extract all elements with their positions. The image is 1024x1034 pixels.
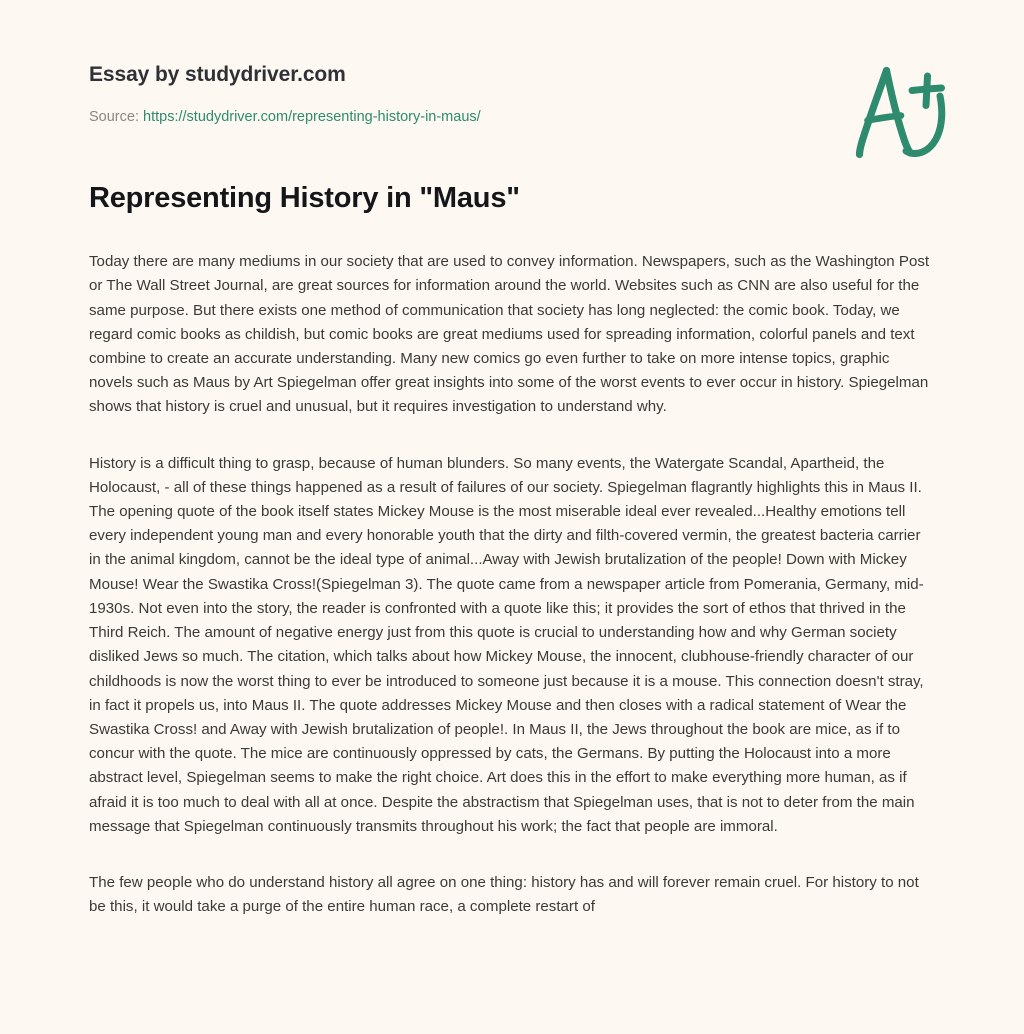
article-body [89,250,935,919]
article-paragraph: History is a difficult thing to grasp, because of human blunders. So many events, the Watergate Scandal, Apartheid, the Holocaust, - all of these things happened as a result of failures of our society. Spiegelman flagrantly highlights this in Maus II. The opening quote of the book itself states Mickey Mouse is the most miserable ideal ever revealed...Healthy emotions tell every independent young man and every honorable youth that the dirty and filth-covered vermin, the greatest bacteria carrier in the animal kingdom, cannot be the ideal type of animal...Away with Jewish brutalization of the people! Down with Mickey Mouse! Wear the Swastika Cross!(Spiegelman 3). The quote came from a newspaper article from Pomerania, Germany, mid-1930s. Not even into the story, the reader is confronted with a quote like this; it provides the sort of ethos that thrived in the Third Reich. The amount of negative energy just from this quote is crucial to understanding how and why German society disliked Jews so much. The citation, which talks about how Mickey Mouse, the innocent, clubhouse-friendly character of our childhoods is now the worst thing to ever be introduced to someone just because it is a mouse. This connection doesn't stray, in fact it propels us, into Maus II. The quote addresses Mickey Mouse and then closes with a radical statement of Wear the Swastika Cross! and Away with Jewish brutalization of people!. In Maus II, the Jews throughout the book are mice, as if to concur with the quote. The mice are continuously oppressed by cats, the Germans. By putting the Holocaust into a more abstract level, Spiegelman seems to make the right choice. Art does this in the effort to make everything more human, as if afraid it is too much to deal with all at once. Despite the abstractism that Spiegelman uses, that is not to deter from the main message that Spiegelman continuously transmits throughout his work; the fact that people are immoral. [89,454,924,835]
source-line [89,108,960,127]
a-plus-icon [842,58,962,166]
article [0,180,1024,919]
article-paragraph: The few people who do understand history all agree on one thing: history has and will forever remain cruel. For history to not be this, it would take a purge of the entire human race, a complete restart of [89,873,919,916]
source-url-link[interactable]: https://studydriver.com/representing-history-in-maus/ [143,109,481,126]
source-label: Source: [89,109,139,126]
essay-attribution: Essay by studydriver.com [89,63,346,86]
page-title: Representing History in "Maus" [89,182,520,214]
studydriver-a-plus-logo [842,58,962,166]
document-header [0,0,1024,180]
article-paragraph: Today there are many mediums in our society that are used to convey information. Newspapers, such as the Washington Post or The Wall Street Journal, are great sources for information around the world. Websites such as CNN are also useful for the same purpose. But there exists one method of communication that society has long neglected: the comic book. Today, we regard comic books as childish, but comic books are great mediums used for spreading information, colorful panels and text combine to create an accurate understanding. Many new comics go even further to take on more intense topics, graphic novels such as Maus by Art Spiegelman offer great insights into some of the worst events to ever occur in history. Spiegelman shows that history is cruel and unusual, but it requires investigation to understand why. [89,253,930,416]
